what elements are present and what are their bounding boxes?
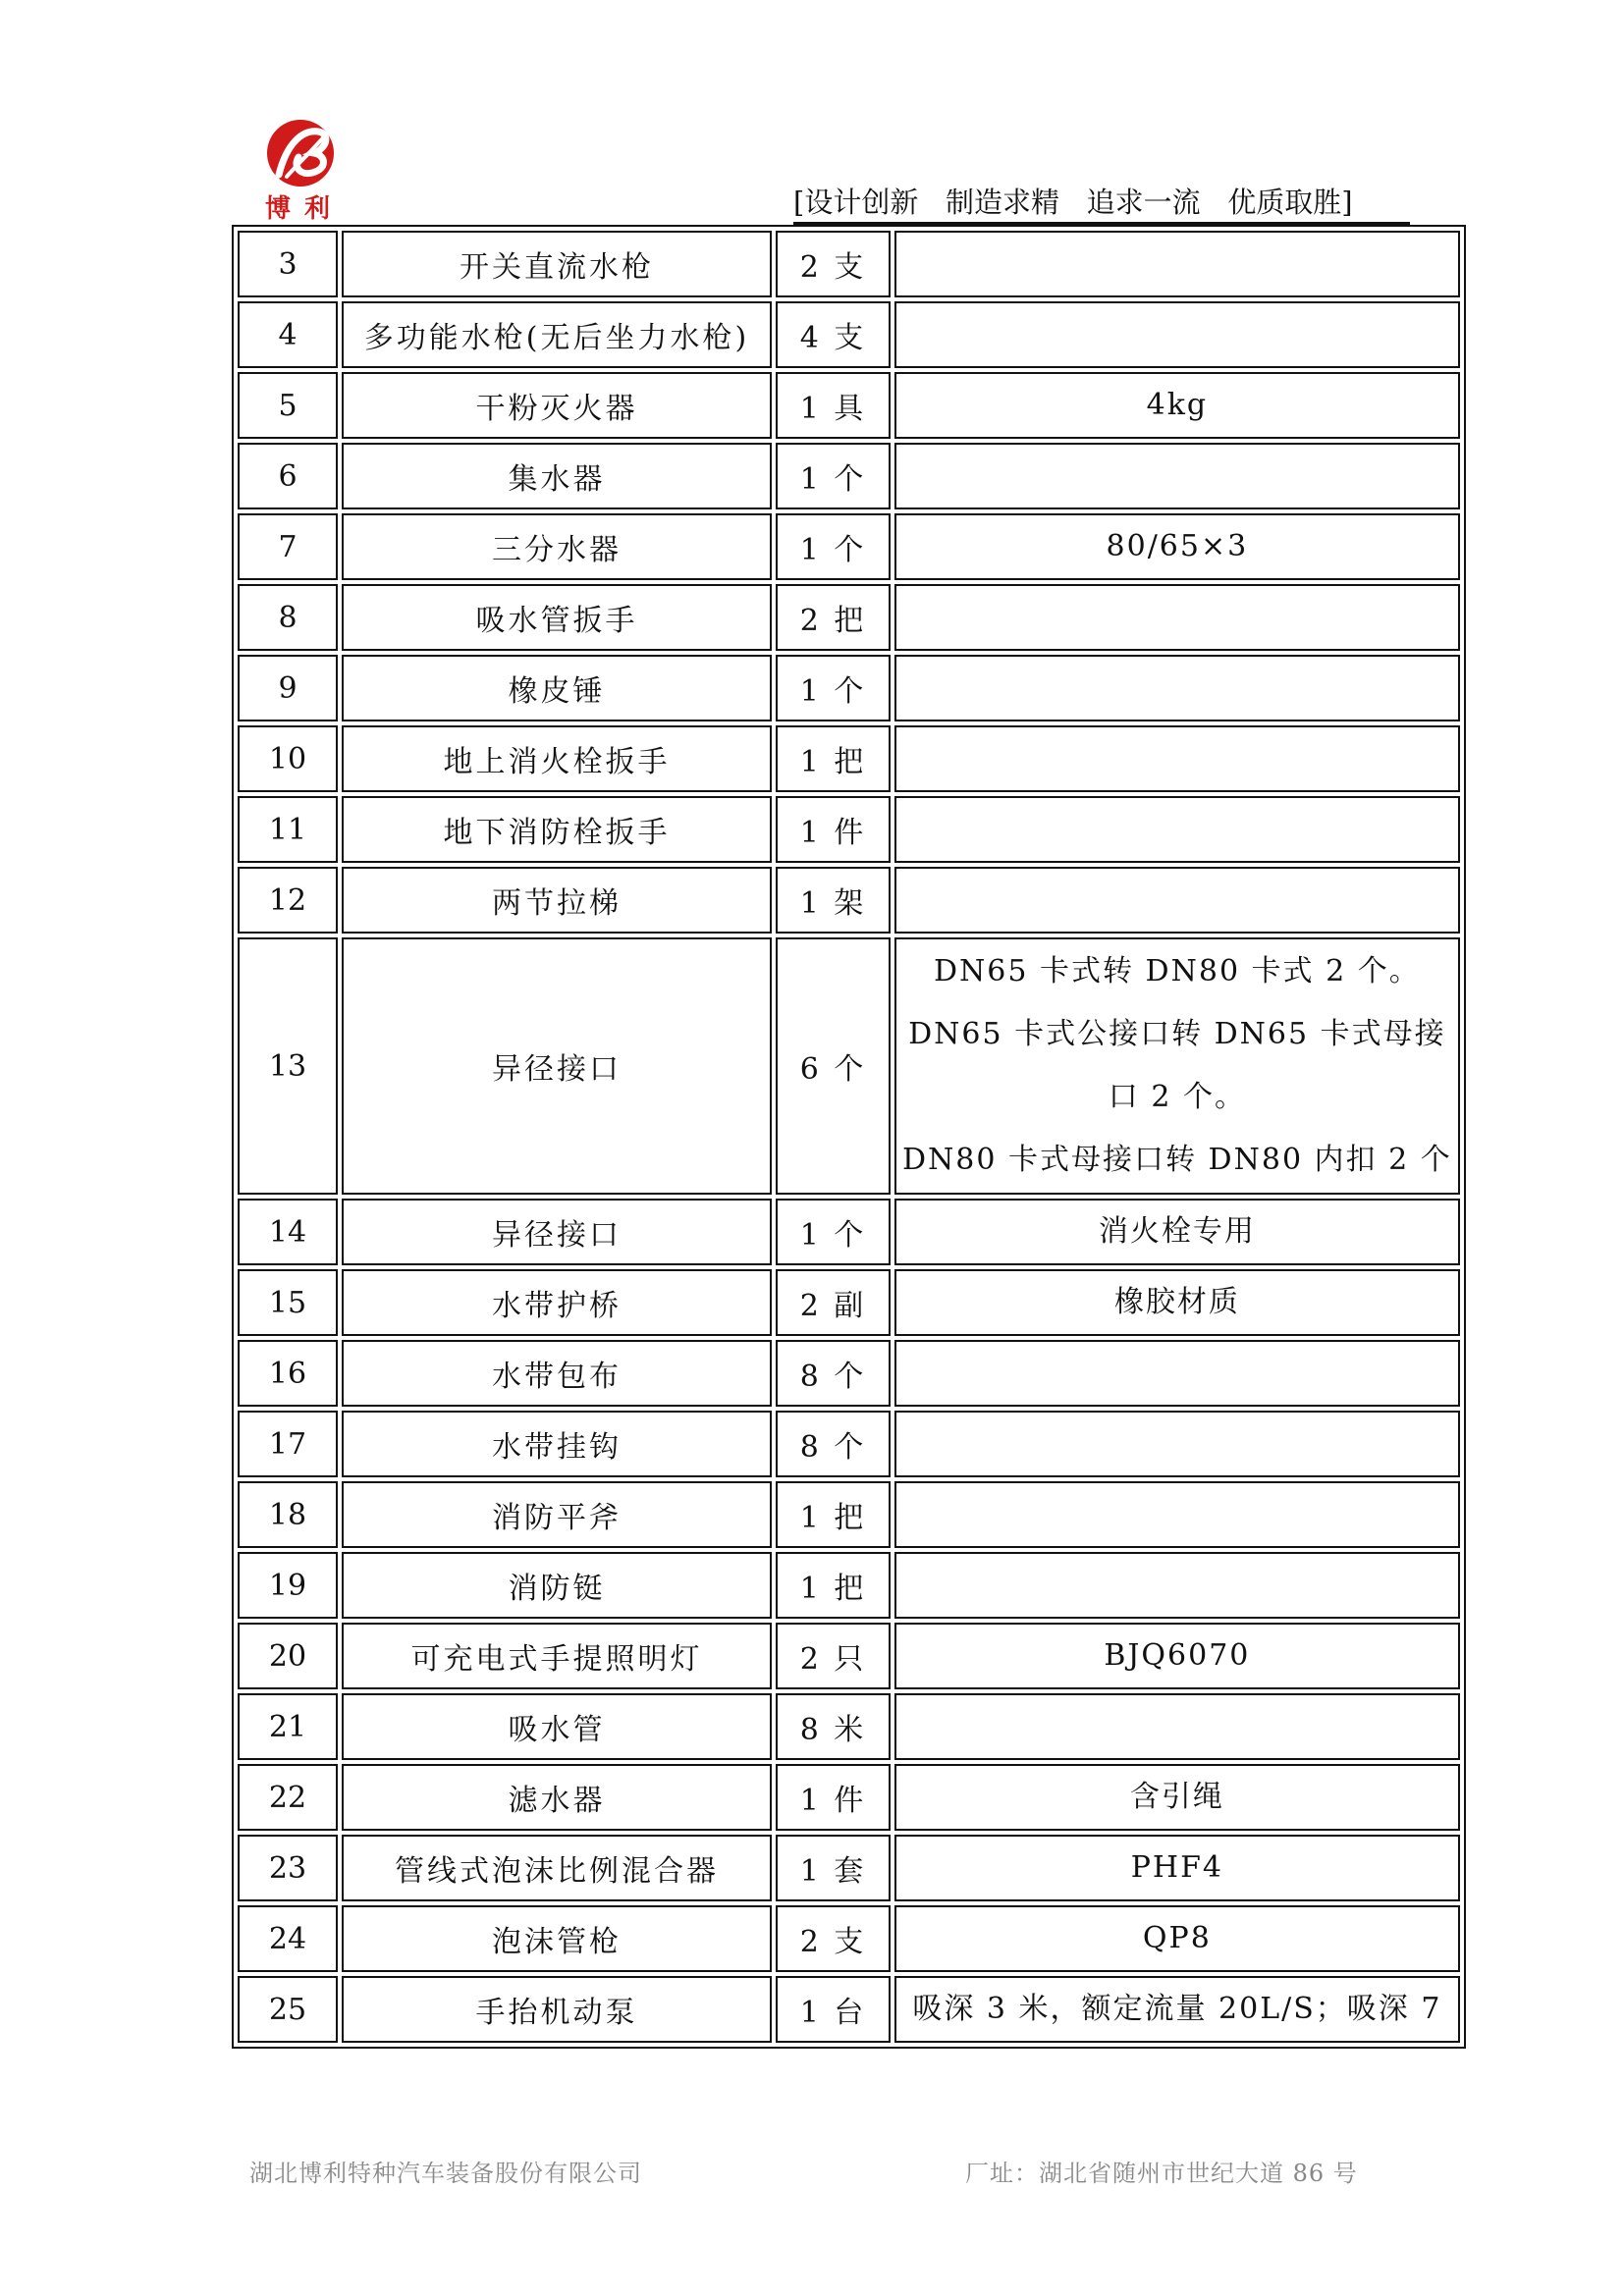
table-row	[238, 443, 1460, 509]
item-name-cell: 开关直流水枪	[342, 231, 772, 297]
note-cell	[894, 1835, 1460, 1901]
note-cell	[894, 655, 1460, 721]
quantity-cell: 8 个	[776, 1411, 891, 1477]
note-line: 口 2 个。	[1108, 1080, 1246, 1114]
quantity-cell: 1 把	[776, 725, 891, 792]
table-row	[238, 1693, 1460, 1760]
quantity-cell: 2 副	[776, 1269, 891, 1336]
table-row	[238, 1199, 1460, 1265]
note-cell	[894, 513, 1460, 580]
note-cell	[894, 796, 1460, 863]
row-number-cell: 4	[238, 301, 338, 368]
company-logo	[257, 116, 352, 224]
quantity-cell: 1 架	[776, 867, 891, 934]
note-cell	[894, 867, 1460, 934]
row-number-cell: 21	[238, 1693, 338, 1760]
table-row	[238, 725, 1460, 792]
item-name-cell: 集水器	[342, 443, 772, 509]
item-name-cell: 多功能水枪(无后坐力水枪)	[342, 301, 772, 368]
logo-text: 博利	[264, 194, 344, 224]
note-cell	[894, 1340, 1460, 1407]
row-number-cell: 22	[238, 1764, 338, 1831]
quantity-cell: 2 只	[776, 1623, 891, 1689]
note-cell	[894, 937, 1460, 1195]
item-name-cell: 异径接口	[342, 1199, 772, 1265]
note-line: DN80 卡式母接口转 DN80 内扣 2 个	[902, 1143, 1452, 1177]
row-number-cell: 20	[238, 1623, 338, 1689]
quantity-cell: 8 个	[776, 1340, 891, 1407]
equipment-table	[232, 225, 1466, 2049]
note-cell	[894, 1199, 1460, 1265]
table-row	[238, 1976, 1460, 2043]
row-number-cell: 11	[238, 796, 338, 863]
row-number-cell: 16	[238, 1340, 338, 1407]
equipment-table-wrap	[232, 225, 1466, 2049]
table-row	[238, 1340, 1460, 1407]
item-name-cell: 橡皮锤	[342, 655, 772, 721]
row-number-cell: 14	[238, 1199, 338, 1265]
table-row	[238, 513, 1460, 580]
row-number-cell: 13	[238, 937, 338, 1195]
item-name-cell: 消防平斧	[342, 1481, 772, 1548]
quantity-cell: 1 个	[776, 1199, 891, 1265]
note-line: PHF4	[1130, 1850, 1223, 1885]
table-row	[238, 301, 1460, 368]
note-cell	[894, 372, 1460, 439]
note-line: 吸深 3 米，额定流量 20L/S；吸深 7	[912, 1992, 1442, 2026]
note-cell	[894, 1693, 1460, 1760]
row-number-cell: 25	[238, 1976, 338, 2043]
note-cell	[894, 1411, 1460, 1477]
table-row	[238, 867, 1460, 934]
quantity-cell: 1 个	[776, 655, 891, 721]
note-line: 橡胶材质	[1113, 1285, 1240, 1319]
item-name-cell: 异径接口	[342, 937, 772, 1195]
quantity-cell: 2 支	[776, 231, 891, 297]
note-cell	[894, 1269, 1460, 1336]
item-name-cell: 滤水器	[342, 1764, 772, 1831]
quantity-cell: 2 把	[776, 584, 891, 651]
note-cell	[894, 584, 1460, 651]
note-line: BJQ6070	[1104, 1638, 1251, 1673]
note-line: 4kg	[1146, 388, 1209, 422]
note-cell	[894, 1976, 1460, 2043]
note-line: DN65 卡式公接口转 DN65 卡式母接	[908, 1017, 1446, 1051]
row-number-cell: 17	[238, 1411, 338, 1477]
quantity-cell: 4 支	[776, 301, 891, 368]
quantity-cell: 1 台	[776, 1976, 891, 2043]
quantity-cell: 1 件	[776, 796, 891, 863]
table-row	[238, 1905, 1460, 1972]
note-cell	[894, 1552, 1460, 1619]
item-name-cell: 水带挂钩	[342, 1411, 772, 1477]
equipment-table-body	[238, 231, 1460, 2043]
item-name-cell: 可充电式手提照明灯	[342, 1623, 772, 1689]
item-name-cell: 泡沫管枪	[342, 1905, 772, 1972]
item-name-cell: 水带包布	[342, 1340, 772, 1407]
note-cell	[894, 1623, 1460, 1689]
table-row	[238, 1481, 1460, 1548]
quantity-cell: 1 个	[776, 513, 891, 580]
row-number-cell: 8	[238, 584, 338, 651]
table-row	[238, 937, 1460, 1195]
item-name-cell: 吸水管扳手	[342, 584, 772, 651]
row-number-cell: 23	[238, 1835, 338, 1901]
table-row	[238, 1552, 1460, 1619]
table-row	[238, 1764, 1460, 1831]
note-cell	[894, 1764, 1460, 1831]
table-row	[238, 372, 1460, 439]
item-name-cell: 干粉灭火器	[342, 372, 772, 439]
item-name-cell: 地下消防栓扳手	[342, 796, 772, 863]
row-number-cell: 10	[238, 725, 338, 792]
row-number-cell: 15	[238, 1269, 338, 1336]
note-line: 含引绳	[1129, 1780, 1224, 1814]
row-number-cell: 5	[238, 372, 338, 439]
footer-company: 湖北博利特种汽车装备股份有限公司	[249, 2160, 642, 2187]
quantity-cell: 1 件	[776, 1764, 891, 1831]
row-number-cell: 6	[238, 443, 338, 509]
note-cell	[894, 231, 1460, 297]
row-number-cell: 7	[238, 513, 338, 580]
quantity-cell: 1 把	[776, 1552, 891, 1619]
row-number-cell: 24	[238, 1905, 338, 1972]
row-number-cell: 9	[238, 655, 338, 721]
note-line: QP8	[1142, 1921, 1212, 1955]
quantity-cell: 1 套	[776, 1835, 891, 1901]
table-row	[238, 231, 1460, 297]
row-number-cell: 19	[238, 1552, 338, 1619]
note-line: 消火栓专用	[1098, 1214, 1256, 1249]
quantity-cell: 1 把	[776, 1481, 891, 1548]
quantity-cell: 1 具	[776, 372, 891, 439]
table-row	[238, 1269, 1460, 1336]
note-cell	[894, 443, 1460, 509]
quantity-cell: 6 个	[776, 937, 891, 1195]
row-number-cell: 12	[238, 867, 338, 934]
item-name-cell: 消防铤	[342, 1552, 772, 1619]
footer-address: 厂址：湖北省随州市世纪大道 86 号	[965, 2160, 1358, 2187]
note-cell	[894, 1905, 1460, 1972]
note-cell	[894, 725, 1460, 792]
note-cell	[894, 301, 1460, 368]
table-row	[238, 1411, 1460, 1477]
item-name-cell: 地上消火栓扳手	[342, 725, 772, 792]
item-name-cell: 水带护桥	[342, 1269, 772, 1336]
table-row	[238, 655, 1460, 721]
item-name-cell: 吸水管	[342, 1693, 772, 1760]
note-cell	[894, 1481, 1460, 1548]
quantity-cell: 1 个	[776, 443, 891, 509]
quantity-cell: 2 支	[776, 1905, 891, 1972]
row-number-cell: 18	[238, 1481, 338, 1548]
note-line: DN65 卡式转 DN80 卡式 2 个。	[934, 954, 1421, 988]
item-name-cell: 管线式泡沫比例混合器	[342, 1835, 772, 1901]
quantity-cell: 8 米	[776, 1693, 891, 1760]
table-row	[238, 584, 1460, 651]
item-name-cell: 两节拉梯	[342, 867, 772, 934]
item-name-cell: 手抬机动泵	[342, 1976, 772, 2043]
item-name-cell: 三分水器	[342, 513, 772, 580]
row-number-cell: 3	[238, 231, 338, 297]
logo-mark-icon	[257, 116, 352, 194]
note-line: 80/65×3	[1106, 529, 1249, 563]
table-row	[238, 1623, 1460, 1689]
table-row	[238, 1835, 1460, 1901]
header-slogan: [设计创新 制造求精 追求一流 优质取胜]	[793, 186, 1353, 219]
table-row	[238, 796, 1460, 863]
